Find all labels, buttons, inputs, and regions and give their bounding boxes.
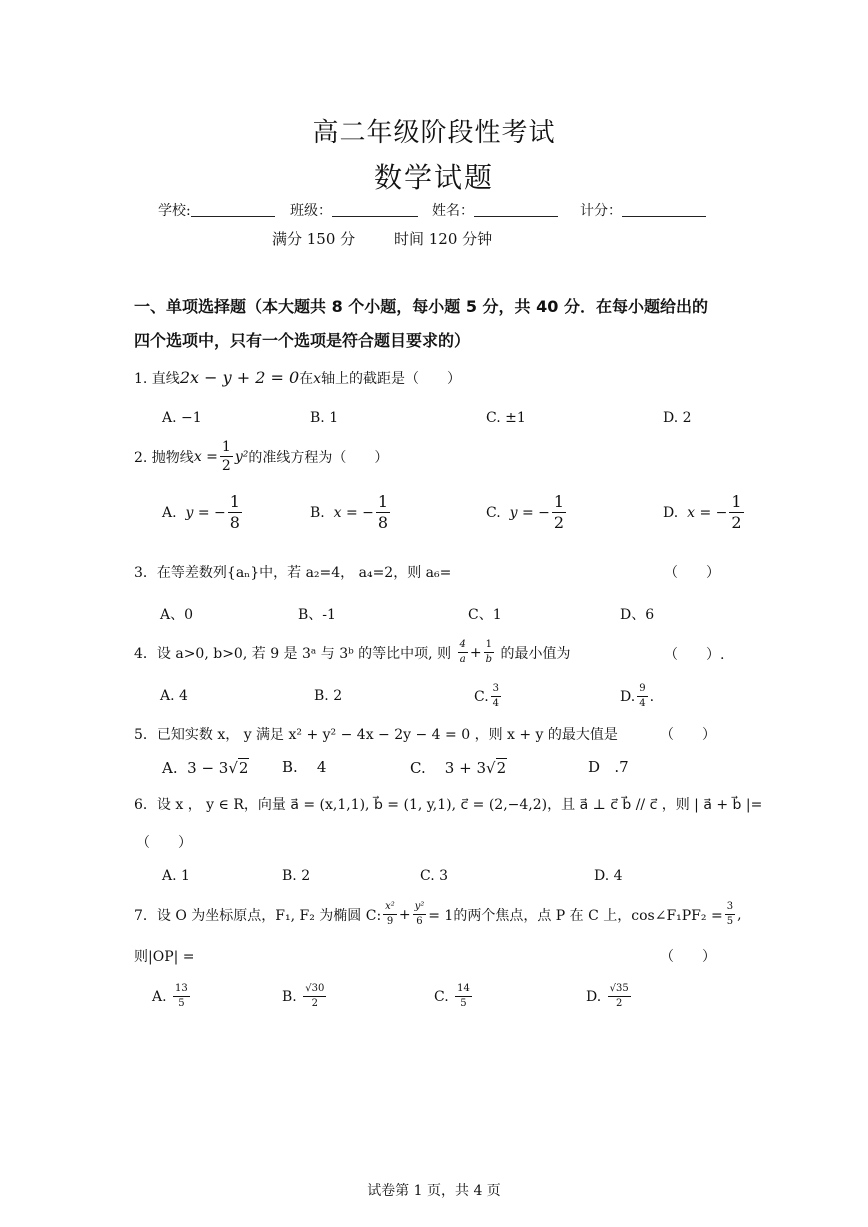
question-6: 6．设 x ， y ∈ R，向量 a⃗ = (x,1,1), b⃗ = (1, y,1), c⃗ = (2,−4,2)，且 a⃗ ⊥ c⃗ b⃗ // c⃗ ，则 | a⃗ + b⃗ |= [134, 797, 763, 813]
q6-option-d[interactable]: D. 4 [594, 868, 623, 884]
q3-option-d[interactable]: D、6 [620, 607, 655, 623]
q2-option-b[interactable]: B. x = − $\frac{1}{8}$ [310, 492, 389, 532]
q6-option-b[interactable]: B. 2 [282, 868, 311, 884]
q4-option-d[interactable]: D. $\frac{9}{4}$ . [620, 683, 655, 709]
q3-option-b[interactable]: B、-1 [298, 607, 336, 623]
q2-option-d[interactable]: D. x = − $\frac{1}{2}$ [663, 492, 742, 532]
name-field [432, 200, 558, 220]
q3-option-c[interactable]: C、1 [468, 607, 502, 623]
exam-title: 高二年级阶段性考试 [312, 118, 556, 148]
q6-answer-paren: （ ） [136, 835, 192, 851]
section-heading-line1: 一、单项选择题（本大题共 8 个小题，每小题 5 分，共 40 分．在每小题给出的 [134, 297, 708, 316]
class-blank[interactable] [332, 202, 418, 217]
q7-option-c[interactable]: C. $\frac{14}{5}$ [434, 983, 470, 1009]
exam-time: 时间 120 分钟 [394, 230, 493, 248]
question-4: 4．设 a>0, b>0, 若 9 是 3ᵃ 与 3ᵇ 的等比中项, 则 $\frac{4}{a}$ + $\frac{1}{b}$ 的最小值为 [134, 639, 571, 665]
name-label: 姓名： [432, 203, 474, 219]
q5-option-c[interactable]: C. 3 + 3√2 [410, 759, 507, 777]
school-field [158, 200, 275, 220]
question-1: 1. 直线2x − y + 2 = 0在x轴上的截距是（ ） [134, 368, 462, 387]
q3-option-a[interactable]: A、0 [160, 607, 194, 623]
q2-fraction: $\frac{1}{2}$ [221, 439, 231, 474]
q7-option-b[interactable]: B. $\frac{√30}{2}$ [282, 983, 325, 1009]
question-3: 3．在等差数列{aₙ}中，若 a₂=4， a₄=2，则 a₆= [134, 565, 452, 581]
q1-option-a[interactable]: A. −1 [162, 410, 202, 426]
score-blank[interactable] [622, 202, 706, 217]
q5-option-b[interactable]: B. 4 [282, 758, 327, 776]
q4-option-c[interactable]: C. $\frac{3}{4}$ [474, 683, 500, 709]
q5-option-d[interactable]: D .7 [588, 758, 629, 776]
q7-option-a[interactable]: A. $\frac{13}{5}$ [152, 983, 188, 1009]
q7-option-d[interactable]: D. $\frac{√35}{2}$ [586, 983, 629, 1009]
score-field [580, 200, 706, 220]
question-2: 2. 抛物线 x = $\frac{1}{2}$ y² 的准线方程为（ ） [134, 439, 389, 474]
q6-option-a[interactable]: A. 1 [162, 868, 190, 884]
question-5: 5．已知实数 x， y 满足 x² + y² − 4x − 2y − 4 = 0 ，则 x + y 的最大值是 [134, 727, 618, 743]
q4-answer-paren: （ ）. [664, 647, 725, 663]
school-blank[interactable] [191, 202, 275, 217]
q5-option-a[interactable]: A. 3 − 3√2 [162, 759, 249, 777]
full-score: 满分 150 分 [272, 230, 356, 248]
class-label: 班级： [290, 203, 332, 219]
subject-title: 数学试题 [373, 161, 494, 194]
score-label: 计分： [580, 203, 622, 219]
q1-option-c[interactable]: C. ±1 [486, 410, 526, 426]
q7-answer-paren: （ ） [660, 949, 716, 965]
q5-answer-paren: （ ） [660, 727, 716, 743]
question-7: 7．设 O 为坐标原点，F₁, F₂ 为椭圆 C: $\frac{\text{x²}}{9}$ + $\frac{\text{y²}}{6}$ = 1的两个焦点，点 P 在 C 上，cos∠F₁PF₂ = $\frac{3}{5}$ , [134, 901, 742, 927]
q7-line2: 则|OP| = [134, 949, 195, 965]
q2-option-a[interactable]: A. y = − $\frac{1}{8}$ [162, 492, 240, 532]
q3-answer-paren: （ ） [664, 565, 720, 581]
q4-option-b[interactable]: B. 2 [314, 688, 343, 704]
q1-option-d[interactable]: D. 2 [663, 410, 692, 426]
section-heading-line2: 四个选项中，只有一个选项是符合题目要求的） [134, 331, 471, 350]
line-equation: 2x − y + 2 = 0 [179, 368, 300, 387]
page-footer: 试卷第 1 页，共 4 页 [367, 1183, 501, 1199]
q4-option-a[interactable]: A. 4 [160, 688, 188, 704]
q6-option-c[interactable]: C. 3 [420, 868, 449, 884]
class-field [290, 200, 418, 220]
name-blank[interactable] [474, 202, 558, 217]
q1-option-b[interactable]: B. 1 [310, 410, 339, 426]
q2-option-c[interactable]: C. y = − $\frac{1}{2}$ [486, 492, 565, 532]
school-label: 学校: [158, 203, 191, 219]
